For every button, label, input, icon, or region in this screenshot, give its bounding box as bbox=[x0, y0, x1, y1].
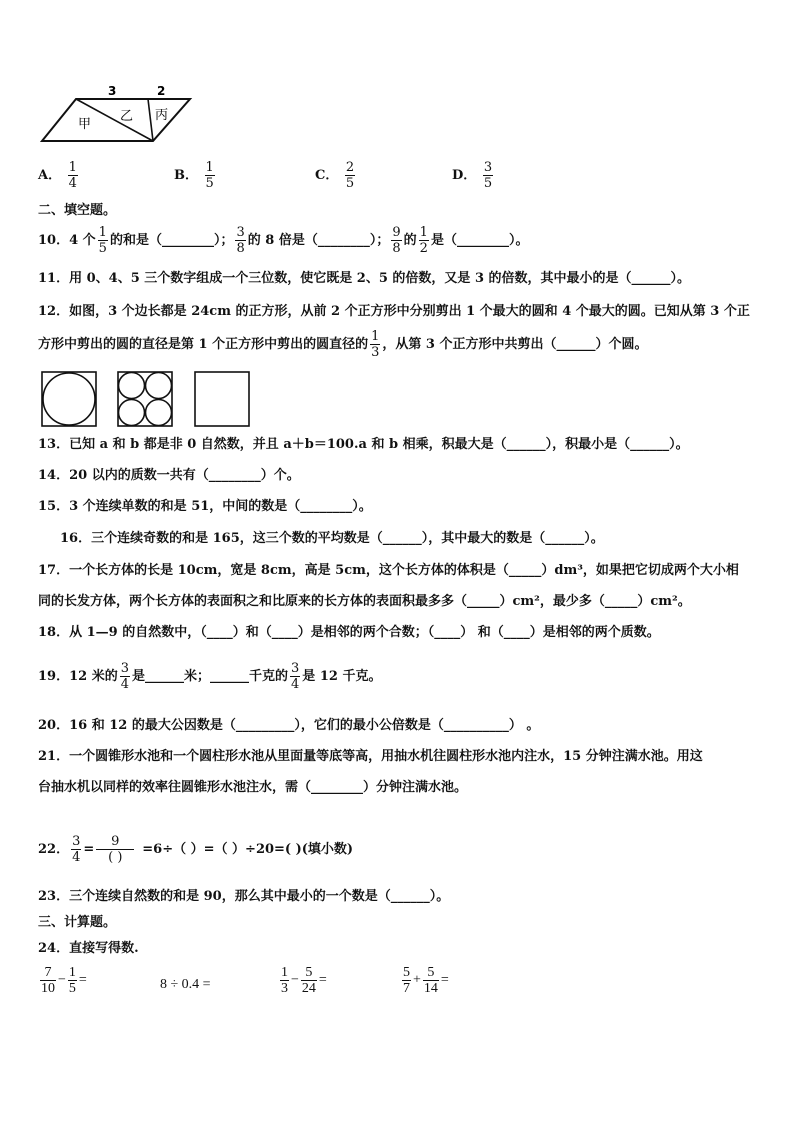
question-23: 23．三个连续自然数的和是 90，那么其中最小的一个数是（______）。 bbox=[38, 889, 450, 904]
calc-item-3: $\frac{1}{3}$ − $\frac{5}{24}$ = bbox=[281, 965, 327, 996]
option-fraction: $\frac{2}{5}$ bbox=[345, 160, 355, 191]
circle-small bbox=[119, 373, 145, 399]
option-fraction: $\frac{1}{4}$ bbox=[68, 160, 77, 191]
option-fraction: $\frac{1}{5}$ bbox=[205, 160, 214, 191]
question-13: 13．已知 a 和 b 都是非 0 自然数，并且 a＋b＝100.a 和 b 相乘，积最大是（______），积最小是（______）。 bbox=[38, 437, 689, 452]
question-10: 10．4 个 $\frac{1}{5}$ 的和是（________）； $\frac{3}{8}$ 的 8 倍是（________）； $\frac{9}{8}$ 的 $\frac{1}{2}$ 是（________）。 bbox=[38, 225, 529, 256]
section-2-heading: 二、填空题。 bbox=[38, 203, 117, 218]
question-18: 18．从 1—9 的自然数中，（____）和（____）是相邻的两个合数；（____） 和（____）是相邻的两个质数。 bbox=[38, 625, 660, 640]
option-d[interactable] bbox=[452, 160, 495, 191]
fraction: $\frac{9}{8}$ bbox=[392, 225, 401, 256]
circle-small bbox=[146, 373, 172, 399]
option-letter: D． bbox=[452, 168, 477, 183]
fraction: $\frac{1}{5}$ bbox=[68, 965, 76, 996]
question-12-line-2: 方形中剪出的圆的直径是第 1 个正方形中剪出的圆直径的 $\frac{1}{3}$ ，从第 3 个正方形中共剪出（______）个圆。 bbox=[38, 329, 648, 360]
option-b[interactable] bbox=[174, 160, 217, 191]
square-2 bbox=[118, 372, 172, 426]
top-label-3: 3 bbox=[108, 84, 117, 98]
question-16: 16．三个连续奇数的和是 165，这三个数的平均数是（______），其中最大的数是（______）。 bbox=[60, 531, 604, 546]
region-label-yi: 乙 bbox=[120, 109, 134, 124]
region-label-jia: 甲 bbox=[78, 117, 92, 132]
question-21-line-2: 台抽水机以同样的效率往圆锥形水池注水，需（________）分钟注满水池。 bbox=[38, 780, 468, 795]
fraction: $\frac{1}{5}$ bbox=[98, 225, 107, 256]
fraction: $\frac{1}{3}$ bbox=[281, 965, 288, 996]
fraction: $\frac{3}{8}$ bbox=[236, 225, 245, 256]
fraction: $\frac{1}{3}$ bbox=[371, 329, 380, 360]
option-fraction: $\frac{3}{5}$ bbox=[483, 160, 493, 191]
question-22: 22． $\frac{3}{4}$ = $\frac{9}{( )}$ =6÷（ ）=（ ）÷20=( )(填小数) bbox=[38, 834, 354, 865]
calc-item-2: 8 ÷ 0.4 = bbox=[160, 977, 211, 992]
question-14: 14．20 以内的质数一共有（________）个。 bbox=[38, 468, 300, 483]
three-squares-figure bbox=[40, 370, 252, 428]
circle-small bbox=[146, 400, 172, 426]
fraction: $\frac{3}{4}$ bbox=[72, 834, 81, 865]
circle-large bbox=[43, 373, 95, 425]
divider-right bbox=[148, 99, 153, 141]
option-c[interactable] bbox=[315, 160, 357, 191]
question-17-line-2: 同的长发方体，两个长方体的表面积之和比原来的长方体的表面积最多多（_____）cm²，最少多（_____）cm²。 bbox=[38, 594, 691, 609]
calc-item-4: $\frac{5}{7}$ + $\frac{5}{14}$ = bbox=[403, 965, 449, 996]
question-20: 20．16 和 12 的最大公因数是（_________），它们的最小公倍数是（__________） 。 bbox=[38, 718, 540, 733]
question-12-line-1: 12．如图，3 个边长都是 24cm 的正方形，从前 2 个正方形中分别剪出 1 个最大的圆和 4 个最大的圆。已知从第 3 个正 bbox=[38, 304, 750, 319]
question-24: 24．直接写得数. bbox=[38, 941, 139, 956]
option-letter: A． bbox=[38, 168, 62, 183]
question-19: 19．12 米的 $\frac{3}{4}$ 是______米；______千克的 $\frac{3}{4}$ 是 12 千克。 bbox=[38, 661, 382, 692]
fraction: $\frac{1}{2}$ bbox=[419, 225, 428, 256]
fraction: $\frac{7}{10}$ bbox=[41, 965, 55, 996]
circle-small bbox=[119, 400, 145, 426]
question-15: 15．3 个连续单数的和是 51，中间的数是（________）。 bbox=[38, 499, 372, 514]
square-3 bbox=[195, 372, 249, 426]
fraction: $\frac{3}{4}$ bbox=[120, 661, 129, 692]
section-3-heading: 三、计算题。 bbox=[38, 915, 117, 930]
region-label-bing: 丙 bbox=[155, 108, 169, 123]
parallelogram-figure bbox=[40, 82, 200, 144]
question-11: 11．用 0、4、5 三个数字组成一个三位数，使它既是 2、5 的倍数，又是 3 的倍数，其中最小的是（______）。 bbox=[38, 271, 691, 286]
top-label-2: 2 bbox=[157, 84, 166, 98]
question-17-line-1: 17．一个长方体的长是 10cm，宽是 8cm，高是 5cm，这个长方体的体积是（_____）dm³，如果把它切成两个大小相 bbox=[38, 563, 739, 578]
option-letter: C． bbox=[315, 168, 339, 183]
fraction: $\frac{5}{14}$ bbox=[423, 965, 438, 996]
calc-item-1: $\frac{7}{10}$ − $\frac{1}{5}$ = bbox=[41, 965, 87, 996]
option-a[interactable] bbox=[38, 160, 80, 191]
fraction: $\frac{5}{7}$ bbox=[403, 965, 410, 996]
fraction: $\frac{3}{4}$ bbox=[291, 661, 300, 692]
fraction: $\frac{5}{24}$ bbox=[301, 965, 316, 996]
question-21-line-1: 21．一个圆锥形水池和一个圆柱形水池从里面量等底等高，用抽水机往圆柱形水池内注水，15 分钟注满水池。用这 bbox=[38, 749, 703, 764]
option-letter: B． bbox=[174, 168, 198, 183]
fraction-blank-denominator: $\frac{9}{( )}$ bbox=[96, 834, 134, 865]
